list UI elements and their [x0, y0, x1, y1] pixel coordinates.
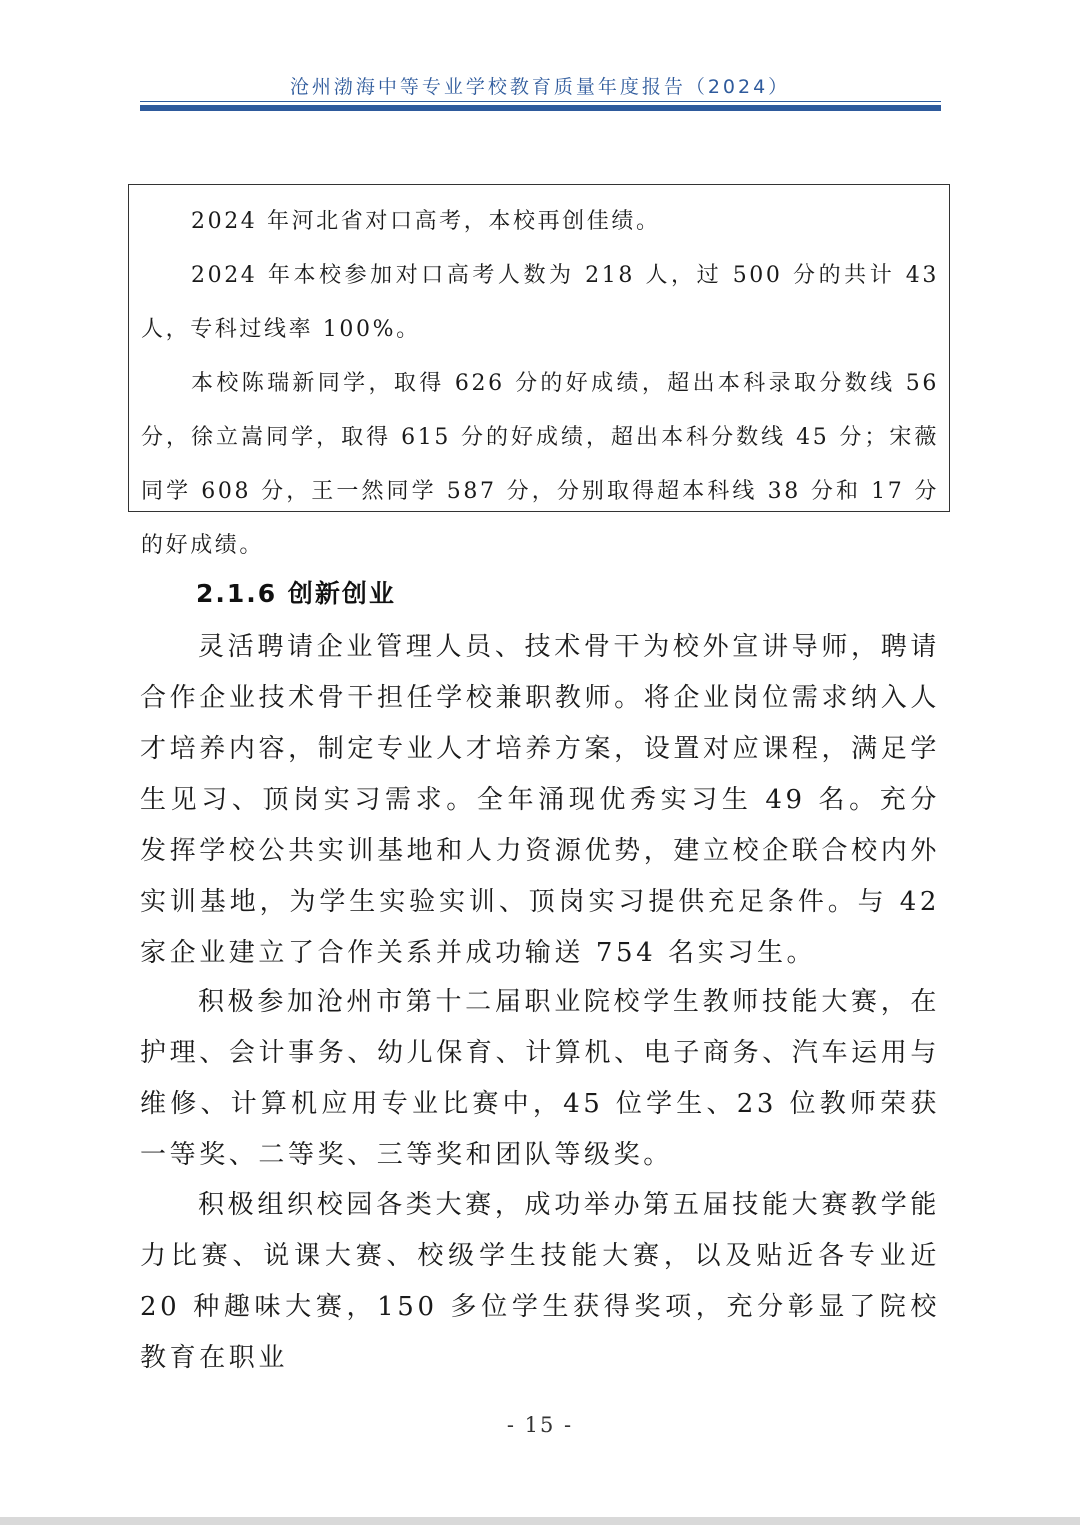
report-header-title: 沧州渤海中等专业学校教育质量年度报告（2024） [289, 76, 791, 98]
callout-paragraph: 2024 年河北省对口高考，本校再创佳绩。 [191, 209, 661, 234]
callout-paragraph: 2024 年本校参加对口高考人数为 218 人，过 500 分的共计 43 人，专科过线率 100%。 [141, 263, 939, 342]
section-heading: 2.1.6 创新创业 [196, 579, 396, 608]
body-paragraph: 积极参加沧州市第十二届职业院校学生教师技能大赛，在护理、会计事务、幼儿保育、计算机、电子商务、汽车运用与维修、计算机应用专业比赛中，45 位学生、23 位教师荣获一等奖、二等奖、三等奖和团队等级奖。 [140, 987, 940, 1170]
page-number: - 15 - [506, 1413, 574, 1437]
exam-results-callout-box [128, 184, 950, 558]
body-paragraph: 积极组织校园各类大赛，成功举办第五届技能大赛教学能力比赛、说课大赛、校级学生技能大赛，以及贴近各专业近 20 种趣味大赛，150 多位学生获得奖项，充分彰显了院校教育在职业 [140, 1190, 940, 1373]
header-rule-thick [140, 105, 941, 111]
page-bottom-edge [0, 1517, 1080, 1525]
callout-paragraph: 本校陈瑞新同学，取得 626 分的好成绩，超出本科录取分数线 56 分，徐立嵩同学，取得 615 分的好成绩，超出本科分数线 45 分；宋薇同学 608 分，王一然同学 587 分，分别取得超本科线 38 分和 17 分的好成绩。 [141, 371, 939, 558]
body-paragraph: 灵活聘请企业管理人员、技术骨干为校外宣讲导师，聘请合作企业技术骨干担任学校兼职教师。将企业岗位需求纳入人才培养内容，制定专业人才培养方案，设置对应课程，满足学生见习、顶岗实习需求。全年涌现优秀实习生 49 名。充分发挥学校公共实训基地和人力资源优势，建立校企联合校内外实训基地，为学生实验实训、顶岗实习提供充足条件。与 42 家企业建立了合作关系并成功输送 754 名实习生。 [140, 632, 940, 968]
header-rule-thin [140, 101, 941, 102]
